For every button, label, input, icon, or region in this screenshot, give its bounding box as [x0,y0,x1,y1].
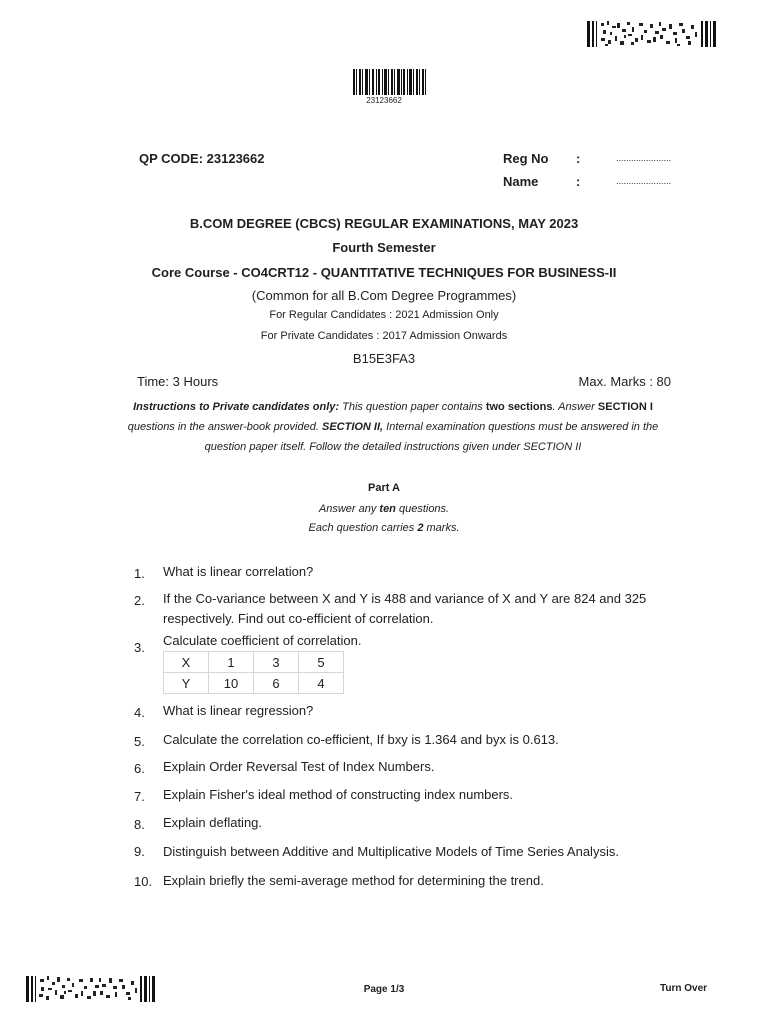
question-text: Explain Fisher's ideal method of constructing index numbers. [163,787,514,802]
name-field[interactable]: ...................... [616,176,672,186]
page-number: Page 1/3 [363,984,405,995]
turn-over: Turn Over [660,983,708,994]
part-line1-bold: ten [379,503,396,515]
table-row [164,652,344,673]
exam-title: B.COM DEGREE (CBCS) REGULAR EXAMINATIONS, MAY 2023 [189,216,579,231]
table-cell: 10 [209,673,254,694]
table-cell: X [164,652,209,673]
part-line2-pre: Each question carries [308,522,418,534]
part-line2-bold: 2 [417,522,424,534]
private-instructions [112,397,674,457]
table-cell: 4 [299,673,344,694]
reg-no-label: Reg No [503,151,549,166]
question-number: 6. [134,761,145,776]
question-text: What is linear correlation? [163,564,314,579]
table-cell: 6 [254,673,299,694]
reg-no-field[interactable]: ...................... [616,153,672,163]
part-line2-post: marks. [423,522,460,534]
question-text: Explain Order Reversal Test of Index Numbers. [163,759,435,774]
part-instruction-2 [0,522,768,534]
max-marks: Max. Marks : 80 [578,374,671,389]
barcode-number: 23123662 [366,96,402,105]
question-number: 10. [134,874,153,889]
time-allowed: Time: 3 Hours [137,374,219,389]
instructions-lead: Instructions to Private candidates only: [133,401,340,413]
course-title: Core Course - CO4CRT12 - QUANTITATIVE TECHNIQUES FOR BUSINESS-II [151,265,617,280]
question-number: 4. [134,705,145,720]
barcode-graphic [353,69,428,95]
question-text: What is linear regression? [163,703,314,718]
part-title: Part A [368,482,400,494]
part-line1-pre: Answer any [318,503,380,515]
instructions-bold-2: SECTION I [597,401,653,413]
question-number: 8. [134,817,145,832]
table-cell: Y [164,673,209,694]
common-note: (Common for all B.Com Degree Programmes) [251,288,517,303]
table-cell: 5 [299,652,344,673]
part-line1-post: questions. [395,503,450,515]
datamatrix-graphic [587,21,718,47]
instructions-bold-3: SECTION II, [321,421,384,433]
correlation-table [163,651,344,694]
question-text: Explain briefly the semi-average method for determining the trend. [163,873,544,888]
question-number: 1. [134,566,145,581]
semester-title: Fourth Semester [332,240,436,255]
paper-code: B15E3FA3 [352,351,416,366]
center-barcode [353,69,428,95]
table-row [164,673,344,694]
question-number: 5. [134,734,145,749]
table-cell: 1 [209,652,254,673]
question-text: Calculate coefficient of correlation. [163,633,362,648]
table-cell: 3 [254,652,299,673]
qp-code: QP CODE: 23123662 [139,151,265,166]
private-candidates: For Private Candidates : 2017 Admission Onwards [260,330,508,342]
regular-candidates: For Regular Candidates : 2021 Admission Only [269,309,499,321]
question-number: 9. [134,844,145,859]
reg-no-colon: : [576,151,581,166]
instructions-text-4: Internal examination questions must be answered in the question paper itself. Follow the detailed instructions given under SECTION II [204,421,659,453]
question-text: Distinguish between Additive and Multiplicative Models of Time Series Analysis. [163,844,619,859]
instructions-text-3: questions in the answer-book provided. [127,421,322,433]
question-number: 7. [134,789,145,804]
question-number: 2. [134,593,145,608]
top-right-datamatrix [587,21,718,47]
name-colon: : [576,174,581,189]
instructions-bold-1: two sections [485,401,553,413]
instructions-text-1: This question paper contains [339,401,486,413]
question-text: Calculate the correlation co-efficient, If bxy is 1.364 and byx is 0.613. [163,732,559,747]
question-text: Explain deflating. [163,815,263,830]
name-label: Name [503,174,539,189]
question-text: If the Co-variance between X and Y is 488 and variance of X and Y are 824 and 325 respectively. Find out co-efficient of correlation. [163,591,647,626]
instructions-text-2: . Answer [552,401,598,413]
part-instruction-1 [0,503,768,515]
question-number: 3. [134,640,145,655]
